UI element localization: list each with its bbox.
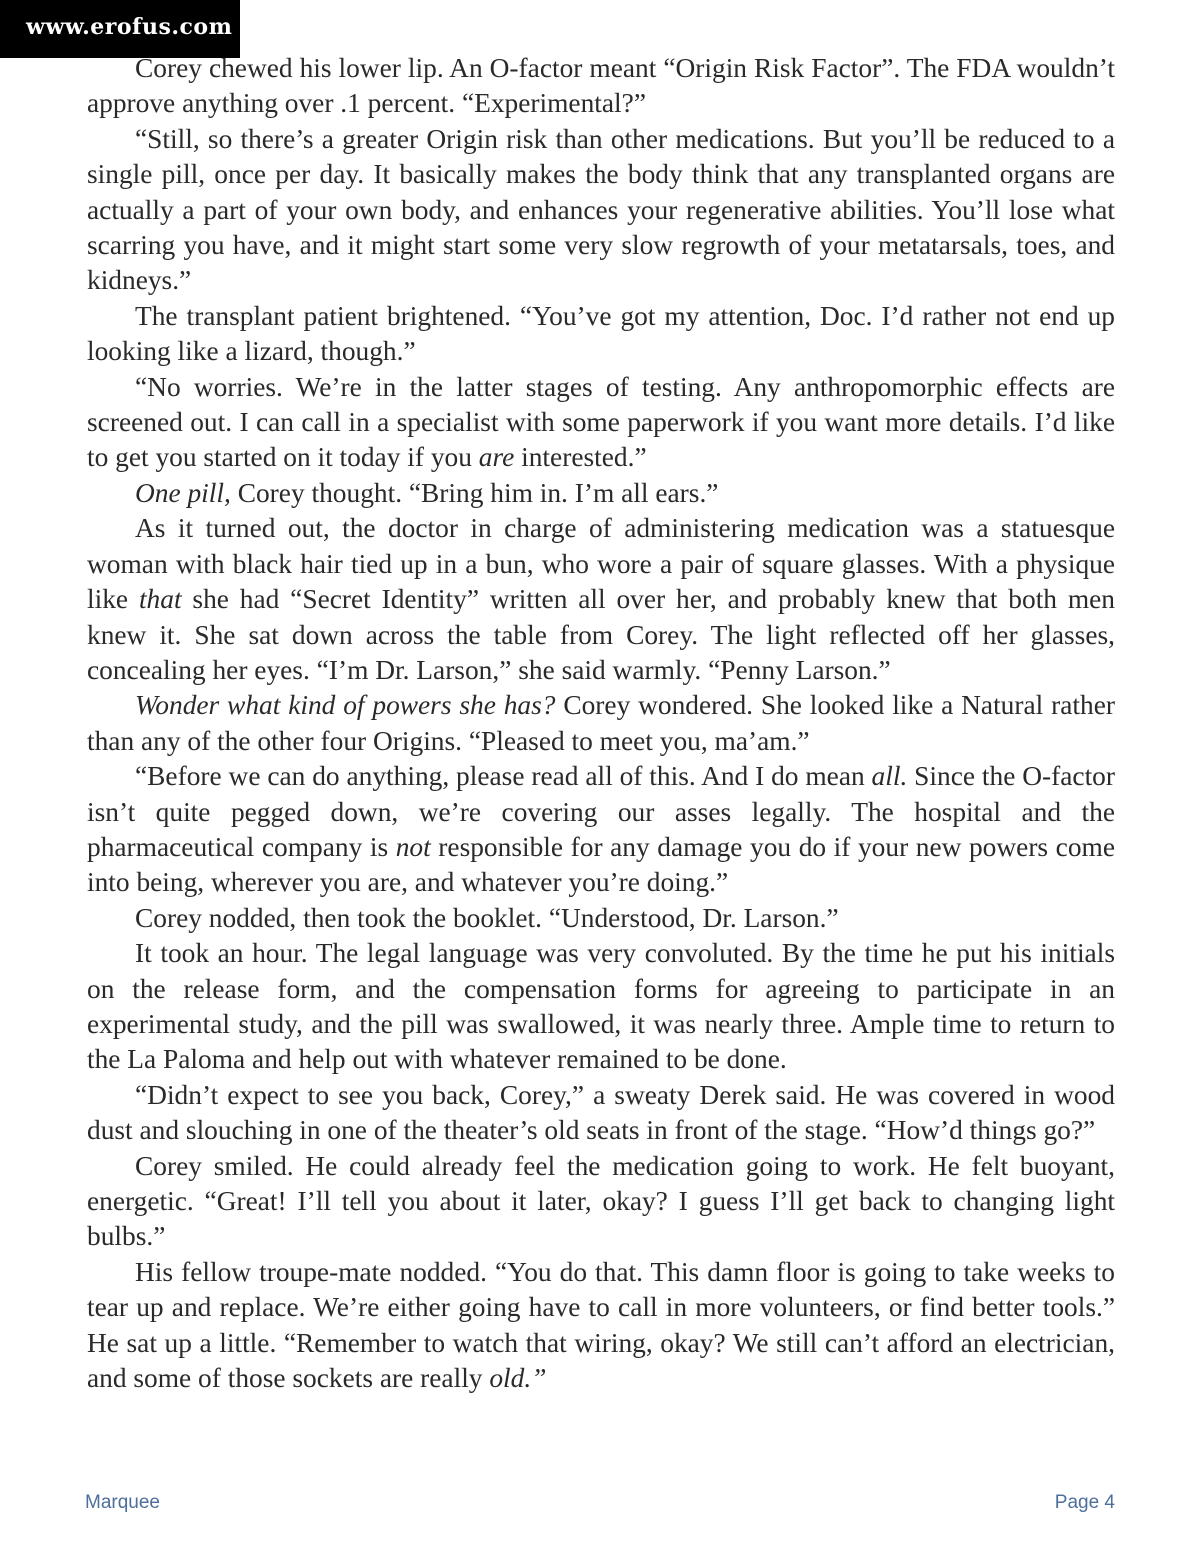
text-run: responsible for any damage you do if your new powers come into being, wherever you are, and whatever you’re doing.” bbox=[87, 831, 1115, 898]
body-paragraph bbox=[87, 759, 1115, 901]
footer-page-number: Page 4 bbox=[1054, 1492, 1115, 1513]
text-run: “Still, so there’s a greater Origin risk than other medications. But you’ll be reduced to a single pill, once per day. It basically makes the body think that any transplanted organs are actually a part of your own body, and enhances your regenerative abilities. You’ll lose what scarring you have, and it might start some very slow regrowth of your metatarsals, toes, and kidneys.” bbox=[87, 123, 1115, 296]
body-paragraph bbox=[87, 51, 1115, 122]
text-run: His fellow troupe-mate nodded. “You do that. This damn floor is going to take weeks to tear up and replace. We’re either going have to call in more volunteers, or find better tools.” He sat up a little. “Remember to watch that wiring, okay? We still can’t afford an electrician, and some of those sockets are really bbox=[87, 1256, 1115, 1394]
text-run: “Didn’t expect to see you back, Corey,” a sweaty Derek said. He was covered in wood dust and slouching in one of the theater’s old seats in front of the stage. “How’d things go?” bbox=[87, 1079, 1115, 1146]
body-paragraph bbox=[87, 936, 1115, 1078]
body-paragraph bbox=[87, 476, 1115, 511]
page-footer bbox=[85, 1492, 1115, 1522]
footer-book-title: Marquee bbox=[85, 1492, 160, 1513]
body-paragraph bbox=[87, 901, 1115, 936]
body-paragraph bbox=[87, 370, 1115, 476]
italic-text: all. bbox=[871, 761, 908, 792]
body-paragraph bbox=[87, 688, 1115, 759]
text-run: It took an hour. The legal language was very convoluted. By the time he put his initials on the release form, and the compensation forms for agreeing to participate in an experimental study, and the pill was swallowed, it was nearly three. Ample time to return to the La Paloma and help out with whatever remained to be done. bbox=[87, 938, 1115, 1075]
text-run: As it turned out, the doctor in charge of administering medication was a statuesque woman with black hair tied up in a bun, who wore a pair of square glasses. With a physique like bbox=[87, 513, 1115, 615]
italic-text: old.” bbox=[489, 1363, 547, 1394]
body-paragraph bbox=[87, 511, 1115, 688]
site-watermark: www.erofus.com bbox=[0, 0, 240, 58]
text-run: she had “Secret Identity” written all over her, and probably knew that both men knew it. She sat down across the table from Corey. The light reflected off her glasses, concealing her eyes. “I’m Dr. Larson,” she said warmly. “Penny Larson.” bbox=[87, 584, 1116, 685]
body-paragraph bbox=[87, 1149, 1115, 1255]
text-run: Corey chewed his lower lip. An O-factor meant “Origin Risk Factor”. The FDA wouldn’t approve anything over .1 percent. “Experimental?” bbox=[87, 53, 1115, 119]
text-run: “Before we can do anything, please read all of this. And I do mean bbox=[135, 761, 872, 792]
body-paragraph bbox=[87, 122, 1115, 299]
italic-text: One pill, bbox=[135, 477, 231, 508]
text-run: Since the O-factor isn’t quite pegged down, we’re covering our asses legally. The hospital and the pharmaceutical company is bbox=[87, 761, 1115, 862]
italic-text: Wonder what kind of powers she has? bbox=[135, 690, 556, 721]
text-run: Corey smiled. He could already feel the medication going to work. He felt buoyant, energetic. “Great! I’ll tell you about it later, okay? I guess I’ll get back to changing light bulbs.” bbox=[87, 1150, 1115, 1252]
italic-text: not bbox=[395, 831, 431, 862]
body-paragraph bbox=[87, 299, 1115, 370]
text-run: interested.” bbox=[514, 442, 647, 473]
italic-text: are bbox=[478, 442, 515, 473]
italic-text: that bbox=[138, 584, 182, 615]
page-body bbox=[87, 51, 1115, 1396]
body-paragraph bbox=[87, 1078, 1115, 1149]
text-run: Corey wondered. She looked like a Natural rather than any of the other four Origins. “Pleased to meet you, ma’am.” bbox=[87, 690, 1115, 756]
body-paragraph bbox=[87, 1255, 1115, 1397]
text-run: The transplant patient brightened. “You’ve got my attention, Doc. I’d rather not end up looking like a lizard, though.” bbox=[87, 300, 1115, 367]
text-run: Corey nodded, then took the booklet. “Understood, Dr. Larson.” bbox=[135, 902, 839, 933]
text-run: “No worries. We’re in the latter stages of testing. Any anthropomorphic effects are screened out. I can call in a specialist with some paperwork if you want more details. I’d like to get you started on it today if you bbox=[87, 371, 1115, 473]
text-run: Corey thought. “Bring him in. I’m all ears.” bbox=[230, 477, 719, 508]
